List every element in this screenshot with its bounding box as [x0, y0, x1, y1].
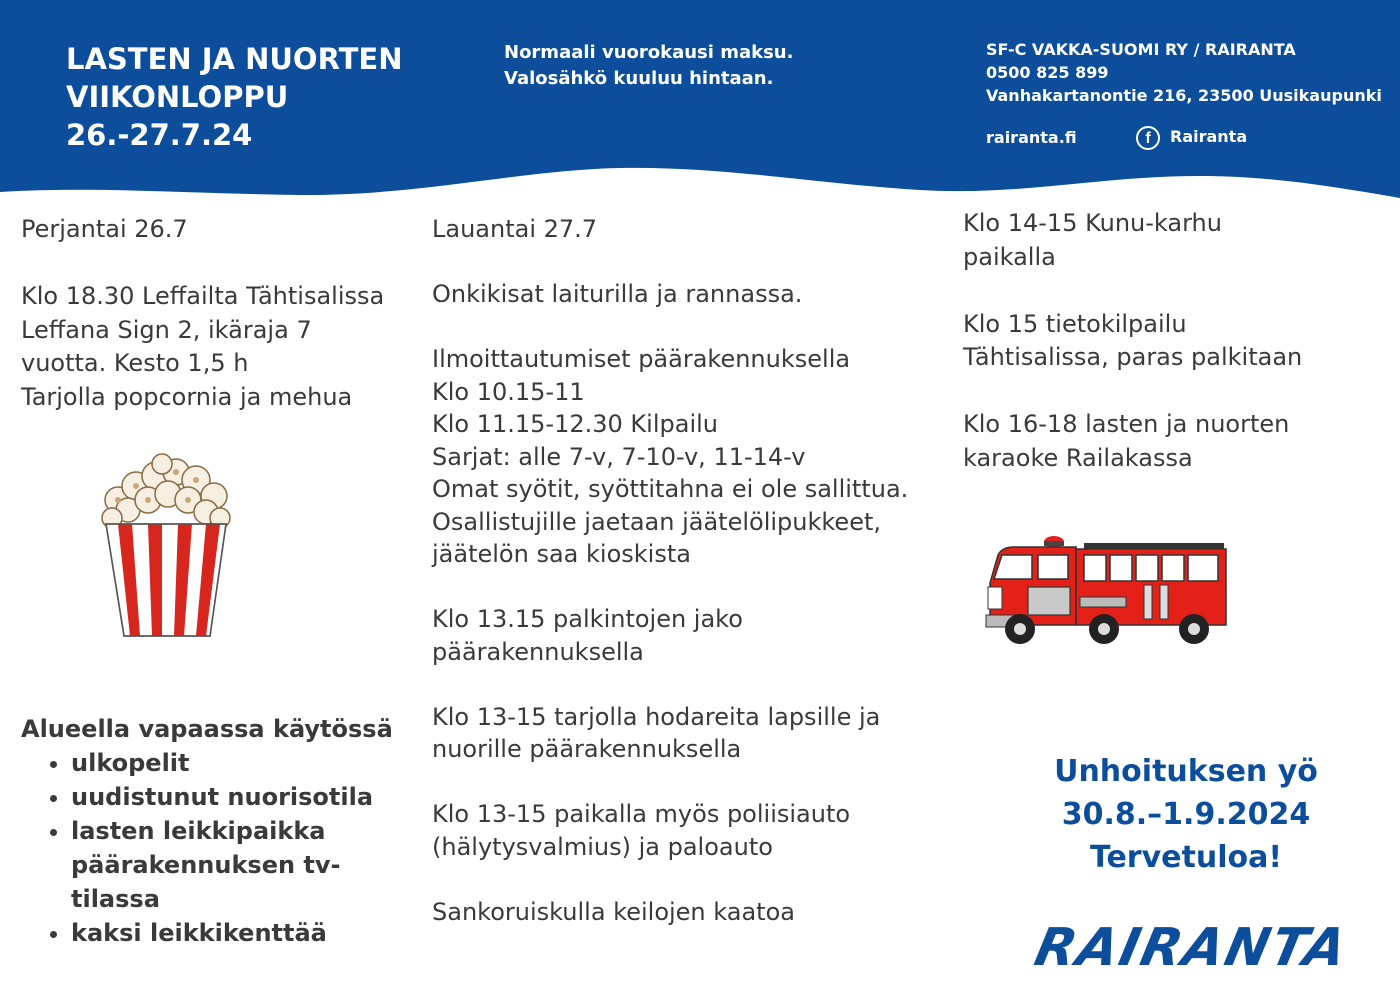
saturday-line: Omat syötit, syöttitahna ei ole sallittua.	[432, 475, 909, 503]
promo-dates: 30.8.–1.9.2024	[1061, 797, 1311, 832]
list-item-line: tilassa	[71, 885, 160, 913]
facebook-icon: f	[1136, 126, 1160, 150]
facebook-label: Rairanta	[1170, 127, 1248, 146]
saturday-line: (hälytysvalmius) ja paloauto	[432, 832, 773, 861]
saturday-section	[432, 213, 908, 928]
address: Vanhakartanontie 216, 23500 Uusikaupunki	[986, 86, 1382, 105]
website-link[interactable]: rairanta.fi	[986, 128, 1077, 147]
saturday-line: Klo 11.15-12.30 Kilpailu	[432, 410, 718, 438]
friday-section	[21, 213, 384, 414]
schedule-line: paikalla	[963, 242, 1056, 271]
saturday-line: Osallistujille jaetaan jäätelölipukkeet,	[432, 507, 882, 536]
schedule-line: Klo 16-18 lasten ja nuorten	[963, 410, 1290, 438]
saturday-heading: Lauantai 27.7	[432, 215, 598, 243]
header-banner	[0, 0, 1400, 215]
saturday-line: Klo 13.15 palkintojen jako	[432, 605, 743, 633]
schedule-line: Tähtisalissa, paras palkitaan	[963, 343, 1303, 371]
phone-number: 0500 825 899	[986, 63, 1109, 82]
promo-welcome: Tervetuloa!	[1089, 840, 1283, 875]
contact-info	[986, 38, 1382, 107]
list-item: • kaksi leikkikenttää	[71, 916, 393, 950]
friday-line: Leffana Sign 2, ikäraja 7	[21, 315, 312, 344]
organization-name: SF-C VAKKA-SUOMI RY / RAIRANTA	[986, 40, 1296, 59]
list-item-line: päärakennuksen tv-	[71, 851, 341, 879]
friday-line: Klo 18.30 Leffailta Tähtisalissa	[21, 282, 385, 310]
area-heading: Alueella vapaassa käytössä	[21, 715, 393, 743]
facebook-link[interactable]	[1136, 123, 1247, 151]
list-item: • uudistunut nuorisotila	[71, 780, 393, 814]
saturday-line: Ilmoittautumiset päärakennuksella	[432, 345, 851, 373]
price-note	[504, 40, 793, 92]
event-title	[66, 40, 402, 154]
list-item-line: lasten leikkipaikka	[71, 817, 326, 845]
area-section	[21, 712, 393, 950]
friday-line: vuotta. Kesto 1,5 h	[21, 349, 249, 377]
promo-title: Unhoituksen yö	[1054, 754, 1318, 789]
promo-block	[1000, 750, 1372, 879]
saturday-line: Sankoruiskulla keilojen kaatoa	[432, 897, 795, 926]
saturday-line: Klo 13-15 paikalla myös poliisiauto	[432, 800, 851, 828]
rairanta-logo: RAIRANTA	[1029, 918, 1354, 978]
list-item	[71, 814, 393, 916]
title-line-1: LASTEN JA NUORTEN	[66, 42, 403, 76]
saturday-line: Klo 13-15 tarjolla hodareita lapsille ja	[432, 702, 881, 731]
saturday-line: päärakennuksella	[432, 637, 644, 666]
friday-heading: Perjantai 26.7	[21, 215, 188, 243]
saturday-line: Onkikisat laiturilla ja rannassa.	[432, 280, 803, 308]
schedule-line: Klo 14-15 Kunu-karhu	[963, 209, 1222, 237]
saturday-line: nuorille päärakennuksella	[432, 735, 742, 763]
schedule-line: Klo 15 tietokilpailu	[963, 309, 1187, 338]
schedule-line: karaoke Railakassa	[963, 443, 1193, 472]
saturday-line: Sarjat: alle 7-v, 7-10-v, 11-14-v	[432, 442, 806, 471]
price-line-1: Normaali vuorokausi maksu.	[504, 42, 794, 63]
title-dates: 26.-27.7.24	[66, 118, 253, 152]
area-list	[21, 746, 393, 950]
saturday-continued-section	[963, 207, 1302, 475]
saturday-line: jäätelön saa kioskista	[432, 540, 691, 568]
popcorn-illustration	[96, 452, 236, 642]
price-line-2: Valosähkö kuuluu hintaan.	[504, 68, 774, 89]
title-line-2: VIIKONLOPPU	[66, 80, 289, 114]
saturday-line: Klo 10.15-11	[432, 377, 585, 406]
friday-line: Tarjolla popcornia ja mehua	[21, 382, 353, 411]
list-item: • ulkopelit	[71, 746, 393, 780]
fire-truck-illustration	[984, 535, 1234, 650]
